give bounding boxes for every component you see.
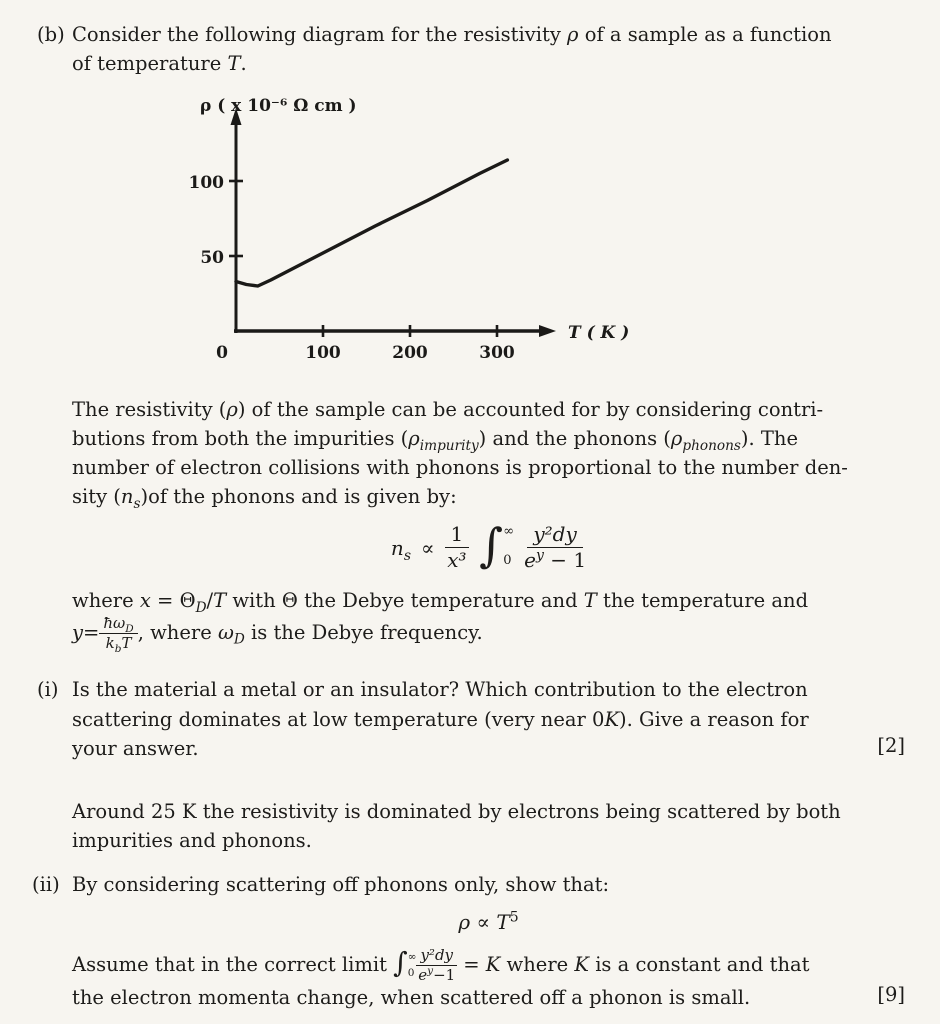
x-tick-label-300: 300	[479, 342, 515, 363]
y-symbol: y	[72, 620, 84, 644]
y-axis-label: ρ ( x 10⁻⁶ Ω cm )	[200, 95, 357, 116]
x-axis-label: T ( K )	[568, 322, 630, 343]
integral-sign: ∫	[479, 517, 504, 572]
x-axis-arrow	[539, 325, 556, 337]
T-symbol: T	[496, 909, 510, 934]
x-tick-label-200: 200	[392, 342, 428, 363]
integral-sign: ∫	[393, 945, 408, 979]
rho-impurity: ρ	[408, 426, 420, 450]
rho-phonons: ρ	[670, 426, 683, 450]
y-tick-label-50: 50	[200, 247, 224, 268]
question-i	[37, 675, 905, 763]
rho-symbol: ρ	[226, 397, 238, 421]
K-symbol: K	[485, 952, 501, 976]
resistivity-chart-svg	[184, 95, 634, 377]
paragraph-assume: Assume that in the correct limit ∫ ∞ 0 $\frac{\text{y²dy}}{e^y-1}$ = K where K is a constant and that the electron momenta change, when scattered off a phonon is small. [9]	[72, 945, 905, 1010]
question-ii-text: By considering scattering off phonons only, show that:	[72, 872, 610, 896]
inline-fraction-integrand: $\frac{\text{y²dy}}{e^y-1}$	[418, 945, 456, 984]
omega-D-symbol: ω	[217, 620, 234, 644]
proportional-symbol: ∝	[421, 535, 435, 560]
paragraph-where: where $x = \Theta_D/T$ with Θ the Debye temperature and T the temperature and y= $\frac{ħ\omega_D}{k_bT}$ , where $\omega_D$ is the Debye frequency.	[72, 588, 809, 655]
marks-badge: [9]	[877, 983, 905, 1007]
rho-symbol: ρ	[458, 909, 471, 934]
integral	[479, 517, 515, 574]
question-ii-label: (ii)	[32, 872, 60, 896]
y-tick-label-100: 100	[188, 172, 224, 193]
origin-label: 0	[216, 342, 228, 363]
fraction-one-over-x3: $\frac{1}{\text{x³}}$	[445, 523, 470, 572]
question-part-b	[37, 20, 905, 79]
equation-T5: $\rho \propto T^5$	[458, 909, 519, 934]
integral-limits	[503, 522, 514, 574]
T-symbol: T	[227, 52, 241, 76]
paragraph-resistivity: The resistivity (ρ) of the sample can be accounted for by considering contri- butions from both the impurities $(\rho_{impurity})$ and the phonons $(\rho_{phonons})$. The number of electron collisions with phonons is proportional to the number den- sity $(n_s)of$ the phonons and is given by:	[72, 397, 848, 513]
theta-D-symbol: Θ	[179, 588, 196, 612]
theta-symbol: Θ	[281, 588, 298, 612]
equation-phonon-density	[72, 517, 905, 574]
rho-symbol: ρ	[567, 23, 579, 46]
marks-badge: [2]	[877, 733, 905, 757]
x-symbol: x	[139, 588, 151, 612]
K-symbol: K	[604, 707, 620, 731]
integral-upper-limit: ∞	[503, 523, 515, 539]
n-s-symbol: n	[120, 485, 134, 509]
equation-lhs: $n_s$	[390, 535, 411, 564]
question-i-label: (i)	[37, 678, 59, 702]
paragraph-around-25k: Around 25 K the resistivity is dominated by electrons being scattered by both impurities and phonons.	[72, 800, 841, 853]
proportional-symbol: ∝	[476, 909, 491, 934]
question-ii	[32, 870, 905, 899]
part-b-label: (b)	[37, 23, 65, 46]
resistivity-graph	[184, 95, 905, 377]
integral-limits: ∞ 0	[407, 951, 417, 979]
K-symbol: K	[574, 952, 589, 976]
resistivity-curve	[236, 160, 507, 286]
fraction-integrand: $\frac{\text{y²dy}}{e^y - 1}$	[524, 522, 587, 572]
inline-integral	[393, 945, 417, 980]
question-i-text: Is the material a metal or an insulator? Which contribution to the electron scattering dominates at low temperature (very near 0K). Give a reason for your answer.	[72, 678, 809, 760]
question-b-text: Consider the following diagram for the resistivity ρ of a sample as a function of temperature T.	[72, 23, 832, 76]
fraction-hbar-omega: $\frac{ħ\omega_D}{k_bT}$	[99, 615, 137, 652]
integral-lower-limit: 0	[503, 553, 512, 568]
x-tick-label-100: 100	[305, 342, 341, 363]
